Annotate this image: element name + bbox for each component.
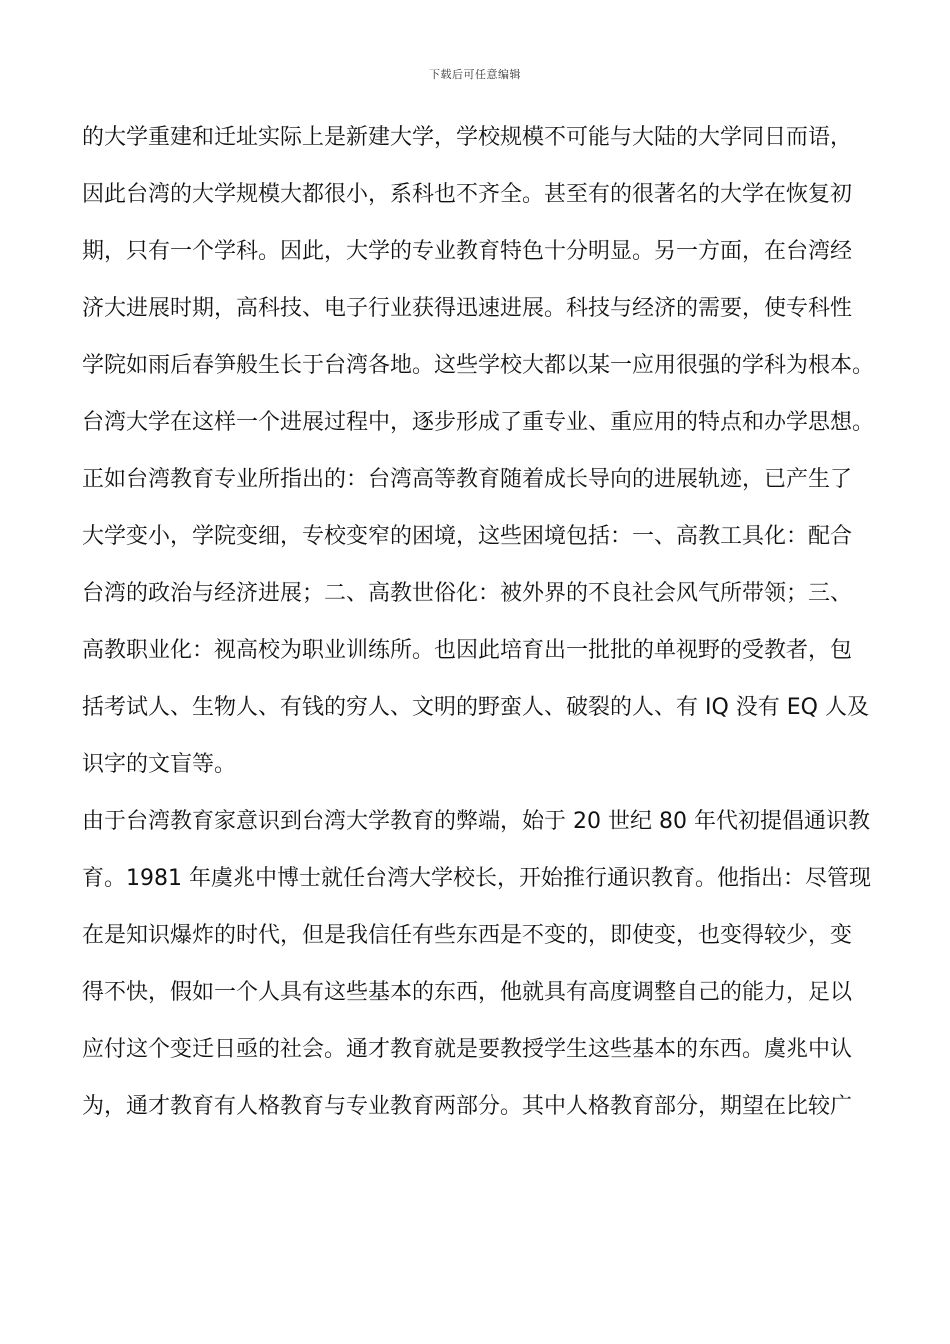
- text-line: 学院如雨后春笋般生长于台湾各地。这些学校大都以某一应用很强的学科为根本。: [82, 353, 875, 378]
- text-line: 期，只有一个学科。因此，大学的专业教育特色十分明显。另一方面，在台湾经: [82, 239, 853, 264]
- text-line: 高教职业化：视高校为职业训练所。也因此培育出一批批的单视野的受教者，包: [82, 638, 853, 663]
- text-line: 应付这个变迁日亟的社会。通才教育就是要教授学生这些基本的东西。虞兆中认: [82, 1037, 853, 1062]
- text-line: 台湾的政治与经济进展；二、高教世俗化：被外界的不良社会风气所带领；三、: [82, 581, 853, 606]
- text-line: 大学变小，学院变细，专校变窄的困境，这些困境包括：一、高教工具化：配合: [82, 524, 853, 549]
- text-line: 济大进展时期，高科技、电子行业获得迅速进展。科技与经济的需要，使专科性: [82, 296, 853, 321]
- page-header: 下载后可任意编辑: [429, 68, 521, 81]
- text-line: 识字的文盲等。: [82, 752, 237, 777]
- text-line: 因此台湾的大学规模大都很小，系科也不齐全。甚至有的很著名的大学在恢复初: [82, 182, 853, 207]
- text-line: 由于台湾教育家意识到台湾大学教育的弊端，始于 20 世纪 80 年代初提倡通识教: [82, 809, 870, 834]
- text-line: 在是知识爆炸的时代，但是我信任有些东西是不变的，即使变，也变得较少，变: [82, 923, 853, 948]
- text-line: 台湾大学在这样一个进展过程中，逐步形成了重专业、重应用的特点和办学思想。: [82, 410, 875, 435]
- text-line: 括考试人、生物人、有钱的穷人、文明的野蛮人、破裂的人、有 IQ 没有 EQ 人及: [82, 695, 869, 720]
- text-line: 得不快，假如一个人具有这些基本的东西，他就具有高度调整自己的能力，足以: [82, 980, 853, 1005]
- text-line: 为，通才教育有人格教育与专业教育两部分。其中人格教育部分，期望在比较广: [82, 1094, 853, 1119]
- text-line: 正如台湾教育专业所指出的：台湾高等教育随着成长导向的进展轨迹，已产生了: [82, 467, 853, 492]
- text-line: 育。1981 年虞兆中博士就任台湾大学校长，开始推行通识教育。他指出：尽管现: [82, 866, 871, 891]
- text-line: 的大学重建和迁址实际上是新建大学，学校规模不可能与大陆的大学同日而语，: [82, 125, 853, 150]
